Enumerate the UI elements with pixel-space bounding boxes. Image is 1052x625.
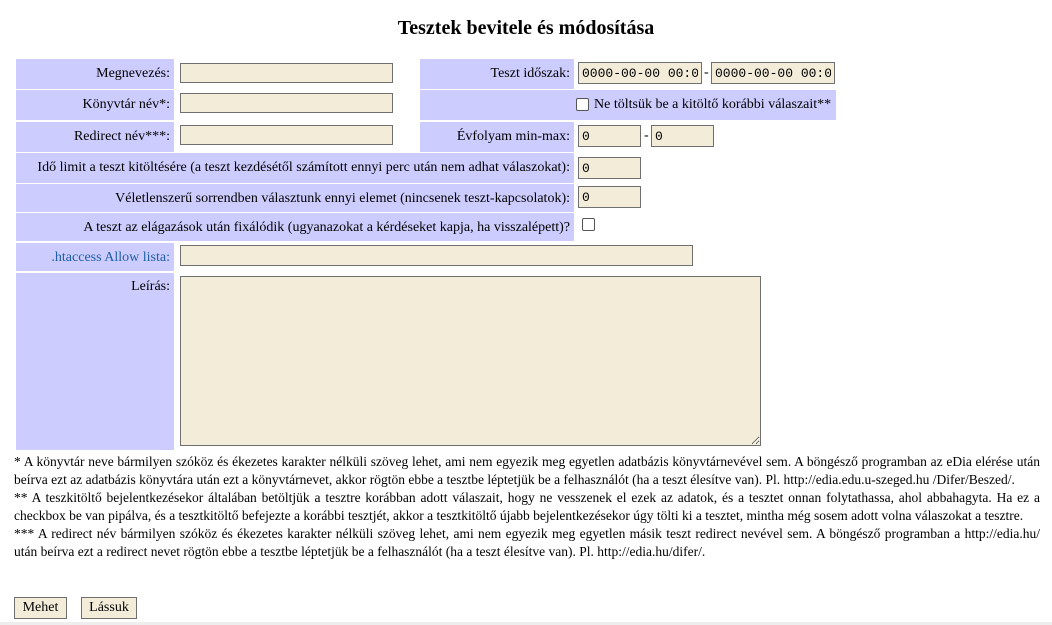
ne-toltsuk-checkbox[interactable]: [576, 98, 589, 111]
teszt-idoszak-from-input[interactable]: [578, 62, 702, 84]
evfolyam-label: Évfolyam min-max:: [420, 122, 574, 152]
ne-toltsuk-label: Ne töltsük be a kitöltő korábbi válaszait**: [594, 97, 832, 112]
teszt-idoszak-to-input[interactable]: [711, 62, 835, 84]
preview-button[interactable]: Lássuk: [81, 597, 137, 619]
fixalodik-label: A teszt az elágazások után fixálódik (ugyanazokat a kérdéseket kapja, ha visszalépett)?: [16, 213, 574, 241]
teszt-idoszak-label: Teszt időszak:: [420, 59, 574, 89]
konyvtar-nev-label: Könyvtár név*:: [16, 90, 174, 120]
footnote-redirect: *** A redirect név bármilyen szóköz és ékezetes karakter nélküli szöveg lehet, ami nem egyezik meg egyetlen másik teszt redirect nevével sem. A böngésző programban a http://edia.hu/ után beírva ezt a redirect nevet rögtön ebbe a tesztbe léptetjük be a felhasználót (ha a teszt élesítve van). Pl. http://edia.hu/difer/.: [14, 526, 1040, 559]
konyvtar-nev-input[interactable]: [180, 93, 393, 113]
htaccess-label[interactable]: .htaccess Allow lista:: [16, 243, 174, 271]
megnevezes-label: Megnevezés:: [16, 59, 174, 89]
footnotes: [14, 453, 1040, 561]
megnevezes-input[interactable]: [180, 63, 393, 83]
footnote-ne-toltsuk: ** A teszkitöltő bejelentkezésekor általában betöltjük a tesztre korábban adott válaszait, hogy ne vesszenek el ezek az adatok, és a tesztet onnan folytathassa, ahol abbahagyta. Ha ez a checkbox be van pipálva, és a tesztkitöltő befejezte a korábbi tesztjét, akkor a tesztkitöltő újabb bejelentkezésekor úgy tölti ki a tesztet, mintha még sosem adott volna válaszokat a tesztre.: [14, 490, 1040, 523]
leiras-textarea[interactable]: [180, 276, 761, 446]
ido-limit-label: Idő limit a teszt kitöltésére (a teszt kezdésétől számított ennyi perc után nem adhat válaszokat):: [16, 153, 574, 183]
leiras-label: Leírás:: [16, 273, 174, 450]
teszt-idoszak-separator: -: [704, 65, 709, 80]
fixalodik-checkbox[interactable]: [582, 218, 595, 231]
redirect-nev-input[interactable]: [180, 125, 393, 145]
page-title: Tesztek bevitele és módosítása: [397, 17, 655, 39]
redirect-nev-label: Redirect név***:: [16, 122, 174, 152]
veletlenszeru-input[interactable]: [578, 186, 641, 208]
evfolyam-min-input[interactable]: [578, 125, 641, 147]
htaccess-input[interactable]: [180, 245, 693, 266]
submit-button[interactable]: Mehet: [14, 597, 67, 619]
evfolyam-max-input[interactable]: [651, 125, 714, 147]
footnote-konyvtar: * A könyvtár neve bármilyen szóköz és ékezetes karakter nélküli szöveg lehet, ami nem egyezik meg egyetlen adatbázis könyvtárnevével sem. A böngésző programban az eDia elérése után beírva ezt az adatbázis könyvtára után ezt a könyvtárnevet, akkor rögtön ebbe a tesztbe léptetjük be a felhasználót (ha a teszt élesítve van). Pl. http://edia.edu.u-szeged.hu /Difer/Beszed/.: [14, 454, 1040, 487]
evfolyam-separator: -: [644, 128, 649, 143]
ido-limit-input[interactable]: [578, 157, 641, 179]
veletlenszeru-label: Véletlenszerű sorrendben választunk ennyi elemet (nincsenek teszt-kapcsolatok):: [16, 184, 574, 212]
